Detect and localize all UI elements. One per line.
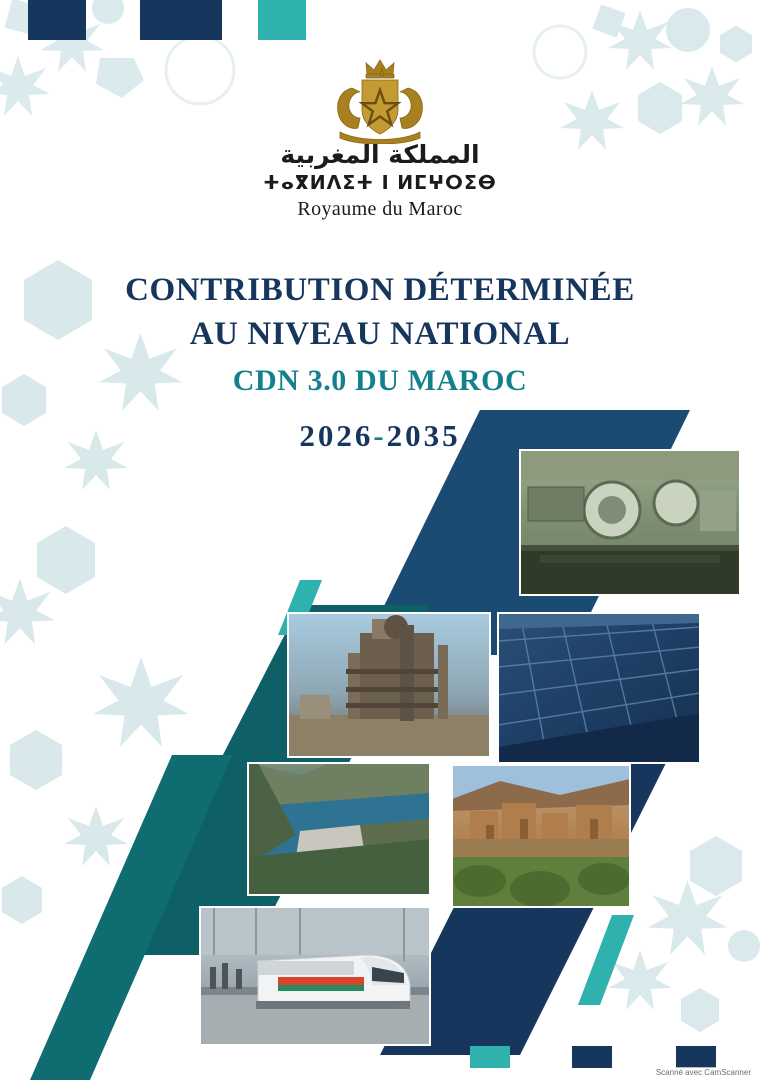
photo-dam-reservoir [248,763,430,895]
navy-square-1 [572,1046,612,1068]
collage-svg [0,395,760,1080]
photo-industrial-plant [288,613,490,757]
coat-of-arms-icon [326,58,434,149]
year-end: 2035 [386,418,461,453]
photo-kasbah-landscape [452,765,630,907]
title-line-3: CDN 3.0 DU MAROC [232,364,528,397]
kingdom-name-arabic: المملكة المغربية [280,140,480,169]
navy-block-1 [28,0,86,40]
navy-square-2 [676,1046,716,1068]
photo-collage [0,395,760,1080]
kingdom-name-block [0,140,760,222]
photo-high-speed-train [200,907,430,1045]
kingdom-name-french: Royaume du Maroc [297,198,463,220]
teal-block-1 [258,0,306,40]
teal-square [470,1046,510,1068]
title-line-2: AU NIVEAU NATIONAL [189,316,571,352]
photo-wastewater-treatment-plant [520,450,740,595]
navy-block-2 [140,0,222,40]
title-line-1: CONTRIBUTION DÉTERMINÉE [125,272,635,308]
year-separator: - [373,418,387,453]
kingdom-name-tifinagh: ⵜⴰⴳⵍⴷⵉⵜ ⵏ ⵍⵎⵖⵔⵉⴱ [263,172,497,194]
year-start: 2026 [299,418,374,453]
scanner-watermark: Scanné avec CamScanner [653,1067,754,1078]
top-color-bar [0,0,760,40]
photo-solar-panels [498,613,700,763]
emblem-container [0,58,760,149]
